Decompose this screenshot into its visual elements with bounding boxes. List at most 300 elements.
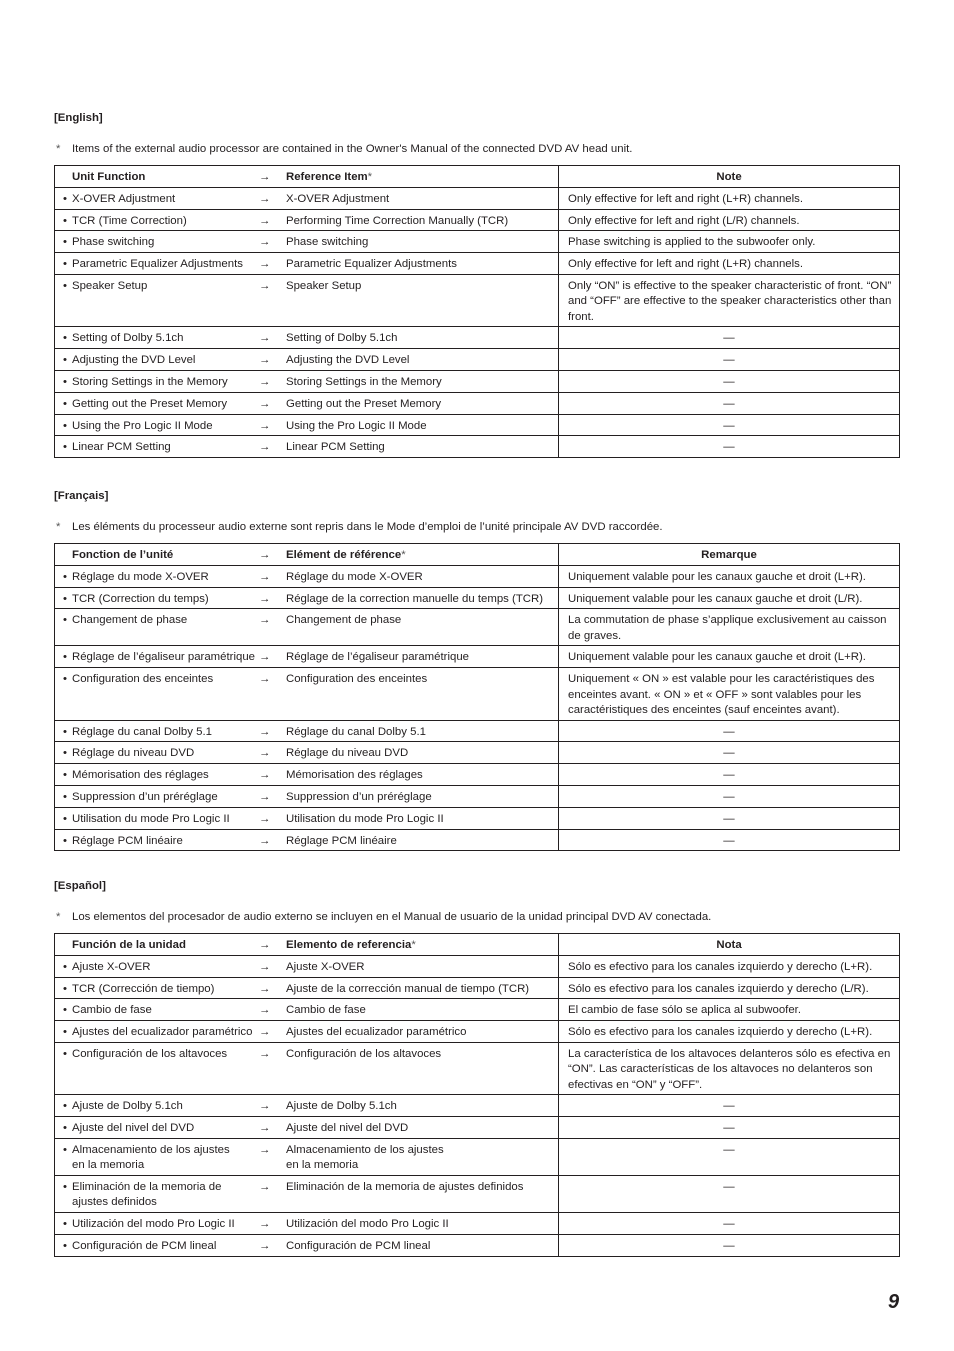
note-cell bbox=[559, 253, 899, 274]
table-row bbox=[55, 1094, 899, 1116]
section-heading: [Español] bbox=[54, 880, 106, 892]
arrow-cell bbox=[258, 231, 278, 252]
reference-item-cell bbox=[278, 1043, 559, 1094]
arrow-cell bbox=[258, 721, 278, 742]
unit-function-cell bbox=[55, 1139, 258, 1175]
reference-item-cell bbox=[278, 1139, 559, 1175]
reference-item-cell bbox=[278, 956, 559, 977]
reference-item-line: Speaker Setup bbox=[286, 279, 362, 292]
arrow-right-icon: → bbox=[259, 769, 271, 782]
unit-function-cell bbox=[55, 786, 258, 807]
unit-function-cell bbox=[55, 253, 258, 274]
intro-note bbox=[54, 520, 900, 534]
arrow-right-icon: → bbox=[259, 1004, 271, 1017]
unit-function-text bbox=[72, 960, 151, 975]
unit-function-line: Cambio de fase bbox=[72, 1004, 152, 1017]
reference-item-cell bbox=[278, 253, 559, 274]
reference-item-cell bbox=[278, 275, 559, 326]
arrow-right-icon: → bbox=[259, 549, 271, 561]
table-row bbox=[55, 1138, 899, 1175]
reference-asterisk-marker: * bbox=[367, 171, 373, 183]
note-cell bbox=[559, 1117, 899, 1138]
unit-function-line: Setting of Dolby 5.1ch bbox=[72, 332, 184, 345]
bullet-marker: • bbox=[63, 236, 67, 249]
bullet-marker: • bbox=[63, 812, 67, 825]
page-number: 9 bbox=[888, 1291, 900, 1313]
reference-item-line: Almacenamiento de los ajustes bbox=[286, 1143, 444, 1156]
reference-item-line: Cambio de fase bbox=[286, 1004, 366, 1017]
bullet-marker: • bbox=[63, 834, 67, 847]
table-header-row bbox=[55, 544, 899, 565]
reference-item-cell bbox=[278, 742, 559, 763]
reference-item-cell bbox=[278, 1235, 559, 1256]
unit-function-cell bbox=[55, 436, 258, 457]
arrow-cell bbox=[258, 646, 278, 667]
arrow-cell bbox=[258, 764, 278, 785]
arrow-cell bbox=[258, 210, 278, 231]
reference-item-line: Réglage de l’égaliseur paramétrique bbox=[286, 651, 469, 664]
note-line: Sólo es efectivo para los canales izquierdo y derecho (L+R). bbox=[568, 960, 873, 973]
section-heading: [English] bbox=[54, 112, 103, 124]
unit-function-line: Utilización del modo Pro Logic II bbox=[72, 1218, 235, 1231]
unit-function-line: TCR (Time Correction) bbox=[72, 214, 187, 227]
unit-function-text bbox=[72, 768, 209, 783]
arrow-right-icon: → bbox=[259, 375, 271, 388]
arrow-right-icon: → bbox=[259, 1143, 271, 1156]
bullet-marker: • bbox=[63, 747, 67, 760]
reference-item-cell bbox=[278, 393, 559, 414]
note-placeholder-dash: — bbox=[723, 1100, 735, 1113]
header-unit-function-label: Unit Function bbox=[72, 171, 146, 183]
table-row bbox=[55, 348, 899, 370]
unit-function-line: Réglage PCM linéaire bbox=[72, 834, 183, 847]
reference-item-line: Réglage du mode X-OVER bbox=[286, 570, 423, 583]
reference-item-line: Utilización del modo Pro Logic II bbox=[286, 1218, 449, 1231]
table-row bbox=[55, 645, 899, 667]
unit-function-text bbox=[72, 419, 213, 434]
unit-function-line: Storing Settings in the Memory bbox=[72, 375, 228, 388]
header-reference-item-label: Reference Item bbox=[286, 171, 368, 183]
table-row bbox=[55, 435, 899, 457]
unit-function-line: Réglage du canal Dolby 5.1 bbox=[72, 725, 212, 738]
reference-item-cell bbox=[278, 830, 559, 851]
arrow-right-icon: → bbox=[259, 592, 271, 605]
asterisk-marker: * bbox=[56, 911, 61, 923]
table-row bbox=[55, 370, 899, 392]
reference-item-line: en la memoria bbox=[286, 1159, 359, 1172]
unit-function-text bbox=[72, 725, 212, 740]
language-section bbox=[54, 489, 900, 851]
reference-item-line: Réglage de la correction manuelle du temps (TCR) bbox=[286, 592, 544, 605]
unit-function-line: Phase switching bbox=[72, 236, 155, 249]
reference-item-line: Eliminación de la memoria de ajustes definidos bbox=[286, 1181, 524, 1194]
unit-function-line: Mémorisation des réglages bbox=[72, 769, 209, 782]
unit-function-cell bbox=[55, 999, 258, 1020]
header-note-label: Note bbox=[716, 171, 742, 183]
reference-item-cell bbox=[278, 764, 559, 785]
reference-item-line: Réglage du canal Dolby 5.1 bbox=[286, 725, 426, 738]
table-row bbox=[55, 1116, 899, 1138]
table-row bbox=[55, 187, 899, 209]
header-note-label: Remarque bbox=[701, 549, 757, 561]
note-placeholder-dash: — bbox=[723, 441, 735, 454]
unit-function-cell bbox=[55, 742, 258, 763]
note-cell bbox=[559, 1095, 899, 1116]
reference-item-cell bbox=[278, 646, 559, 667]
arrow-cell bbox=[258, 978, 278, 999]
note-cell bbox=[559, 808, 899, 829]
arrow-right-icon: → bbox=[259, 1218, 271, 1231]
reference-item-line: Adjusting the DVD Level bbox=[286, 354, 410, 367]
bullet-marker: • bbox=[63, 1143, 67, 1156]
note-placeholder-dash: — bbox=[723, 1143, 735, 1156]
note-line: Uniquement valable pour les canaux gauche et droit (L+R). bbox=[568, 651, 866, 664]
unit-function-text bbox=[72, 812, 230, 827]
bullet-marker: • bbox=[63, 725, 67, 738]
table-row bbox=[55, 608, 899, 645]
note-line: and “OFF” are effective to the speaker characteristics other than bbox=[568, 295, 892, 308]
language-section bbox=[54, 879, 900, 1257]
bullet-marker: • bbox=[63, 769, 67, 782]
intro-note-text: Les éléments du processeur audio externe sont repris dans le Mode d’emploi de l’unité principale AV DVD raccordée. bbox=[72, 521, 663, 533]
note-cell bbox=[559, 721, 899, 742]
bullet-marker: • bbox=[63, 375, 67, 388]
note-placeholder-dash: — bbox=[723, 1239, 735, 1252]
unit-function-line: Ajustes del ecualizador paramétrico bbox=[72, 1026, 253, 1039]
reference-item-line: Ajuste de la corrección manual de tiempo (TCR) bbox=[286, 982, 530, 995]
note-cell bbox=[559, 436, 899, 457]
unit-function-line: Parametric Equalizer Adjustments bbox=[72, 258, 243, 271]
unit-function-line: X-OVER Adjustment bbox=[72, 192, 176, 205]
reference-item-cell bbox=[278, 415, 559, 436]
reference-item-line: Configuración de los altavoces bbox=[286, 1047, 442, 1060]
unit-function-line: Configuración de PCM lineal bbox=[72, 1239, 217, 1252]
unit-function-cell bbox=[55, 1043, 258, 1094]
note-placeholder-dash: — bbox=[723, 747, 735, 760]
unit-function-text bbox=[72, 982, 214, 997]
note-cell bbox=[559, 742, 899, 763]
arrow-right-icon: → bbox=[259, 614, 271, 627]
note-cell bbox=[559, 415, 899, 436]
table-row bbox=[55, 1020, 899, 1042]
unit-function-text bbox=[72, 613, 187, 644]
arrow-right-icon: → bbox=[259, 1239, 271, 1252]
unit-function-line: Suppression d’un préréglage bbox=[72, 791, 218, 804]
header-reference-item-cell bbox=[278, 166, 559, 187]
table-row bbox=[55, 829, 899, 851]
header-reference-item-label: Elément de référence bbox=[286, 549, 402, 561]
unit-function-line: Using the Pro Logic II Mode bbox=[72, 419, 213, 432]
note-cell bbox=[559, 1043, 899, 1094]
note-line: El cambio de fase sólo se aplica al subwoofer. bbox=[568, 1004, 802, 1017]
table-row bbox=[55, 807, 899, 829]
header-note-cell bbox=[559, 166, 899, 187]
note-cell bbox=[559, 231, 899, 252]
header-arrow-cell bbox=[258, 934, 278, 955]
arrow-cell bbox=[258, 253, 278, 274]
header-note-cell bbox=[559, 934, 899, 955]
reference-item-cell bbox=[278, 1176, 559, 1212]
note-line: La commutation de phase s’applique exclusivement au caisson bbox=[568, 614, 887, 627]
unit-function-cell bbox=[55, 668, 258, 719]
arrow-cell bbox=[258, 1043, 278, 1094]
arrow-right-icon: → bbox=[259, 1181, 271, 1194]
table-row bbox=[55, 1234, 899, 1256]
bullet-marker: • bbox=[63, 214, 67, 227]
note-cell bbox=[559, 1021, 899, 1042]
unit-function-cell bbox=[55, 830, 258, 851]
arrow-cell bbox=[258, 999, 278, 1020]
note-cell bbox=[559, 646, 899, 667]
unit-function-line: Ajuste de Dolby 5.1ch bbox=[72, 1100, 183, 1113]
arrow-cell bbox=[258, 415, 278, 436]
bullet-marker: • bbox=[63, 1218, 67, 1231]
table-row bbox=[55, 720, 899, 742]
table-row bbox=[55, 1175, 899, 1212]
table-row bbox=[55, 998, 899, 1020]
reference-item-line: X-OVER Adjustment bbox=[286, 192, 390, 205]
reference-item-line: Using the Pro Logic II Mode bbox=[286, 419, 427, 432]
arrow-right-icon: → bbox=[259, 812, 271, 825]
table-row bbox=[55, 955, 899, 977]
reference-item-cell bbox=[278, 436, 559, 457]
bullet-marker: • bbox=[63, 1047, 67, 1060]
arrow-right-icon: → bbox=[259, 397, 271, 410]
note-cell bbox=[559, 327, 899, 348]
unit-function-cell bbox=[55, 210, 258, 231]
note-line: Only “ON” is effective to the speaker characteristic of front. “ON” bbox=[568, 279, 892, 292]
unit-function-cell bbox=[55, 1117, 258, 1138]
table-row bbox=[55, 667, 899, 719]
intro-note bbox=[54, 910, 900, 924]
arrow-right-icon: → bbox=[259, 939, 271, 951]
note-cell bbox=[559, 786, 899, 807]
reference-item-line: Réglage PCM linéaire bbox=[286, 834, 397, 847]
reference-item-cell bbox=[278, 231, 559, 252]
table-header-row bbox=[55, 934, 899, 955]
note-line: Uniquement valable pour les canaux gauche et droit (L+R). bbox=[568, 570, 866, 583]
arrow-right-icon: → bbox=[259, 214, 271, 227]
bullet-marker: • bbox=[63, 1004, 67, 1017]
bullet-marker: • bbox=[63, 192, 67, 205]
table-row bbox=[55, 587, 899, 609]
unit-function-cell bbox=[55, 1235, 258, 1256]
unit-function-text bbox=[72, 1121, 194, 1136]
table-row bbox=[55, 414, 899, 436]
note-cell bbox=[559, 609, 899, 645]
header-reference-item-label: Elemento de referencia bbox=[286, 939, 412, 951]
arrow-cell bbox=[258, 393, 278, 414]
reference-item-cell bbox=[278, 1213, 559, 1234]
bullet-marker: • bbox=[63, 419, 67, 432]
note-cell bbox=[559, 371, 899, 392]
header-unit-function-cell bbox=[55, 544, 258, 565]
bullet-marker: • bbox=[63, 1181, 67, 1194]
arrow-cell bbox=[258, 1139, 278, 1175]
unit-function-line: Changement de phase bbox=[72, 614, 188, 627]
unit-function-text bbox=[72, 440, 171, 455]
table-row bbox=[55, 326, 899, 348]
arrow-right-icon: → bbox=[259, 332, 271, 345]
arrow-cell bbox=[258, 668, 278, 719]
reference-item-line: Ajuste de Dolby 5.1ch bbox=[286, 1100, 397, 1113]
reference-item-line: Linear PCM Setting bbox=[286, 441, 385, 454]
bullet-marker: • bbox=[63, 651, 67, 664]
unit-function-line: Configuration des enceintes bbox=[72, 673, 214, 686]
unit-function-line: Réglage de l’égaliseur paramétrique bbox=[72, 651, 255, 664]
note-cell bbox=[559, 393, 899, 414]
reference-item-cell bbox=[278, 188, 559, 209]
bullet-marker: • bbox=[63, 441, 67, 454]
arrow-cell bbox=[258, 786, 278, 807]
note-line: Sólo es efectivo para los canales izquierdo y derecho (L/R). bbox=[568, 982, 869, 995]
table-row bbox=[55, 763, 899, 785]
arrow-cell bbox=[258, 1117, 278, 1138]
reference-asterisk-marker: * bbox=[401, 549, 406, 561]
table-row bbox=[55, 209, 899, 231]
unit-function-text bbox=[72, 1180, 221, 1211]
note-cell bbox=[559, 956, 899, 977]
arrow-right-icon: → bbox=[259, 1047, 271, 1060]
bullet-marker: • bbox=[63, 354, 67, 367]
unit-function-text bbox=[72, 592, 209, 607]
table-row bbox=[55, 977, 899, 999]
unit-function-text bbox=[72, 279, 147, 325]
unit-function-cell bbox=[55, 393, 258, 414]
arrow-right-icon: → bbox=[259, 192, 271, 205]
arrow-cell bbox=[258, 956, 278, 977]
bullet-marker: • bbox=[63, 397, 67, 410]
note-placeholder-dash: — bbox=[723, 791, 735, 804]
bullet-marker: • bbox=[63, 258, 67, 271]
bullet-marker: • bbox=[63, 673, 67, 686]
bullet-marker: • bbox=[63, 1100, 67, 1113]
reference-item-line: Configuración de PCM lineal bbox=[286, 1239, 431, 1252]
note-line: Only effective for left and right (L/R) channels. bbox=[568, 214, 800, 227]
bullet-marker: • bbox=[63, 1239, 67, 1252]
header-unit-function-label: Fonction de l’unité bbox=[72, 549, 174, 561]
note-line: Uniquement « ON » est valable pour les caractéristiques des bbox=[568, 673, 875, 686]
unit-function-text bbox=[72, 331, 183, 346]
function-table bbox=[54, 933, 900, 1257]
bullet-marker: • bbox=[63, 570, 67, 583]
reference-item-line: Suppression d’un préréglage bbox=[286, 791, 432, 804]
language-section bbox=[54, 111, 900, 458]
note-line: enceintes avant. « ON » et « OFF » sont valables pour les bbox=[568, 688, 862, 701]
note-cell bbox=[559, 349, 899, 370]
arrow-right-icon: → bbox=[259, 651, 271, 664]
note-line: Only effective for left and right (L+R) channels. bbox=[568, 258, 803, 271]
header-arrow-cell bbox=[258, 544, 278, 565]
table-row bbox=[55, 565, 899, 587]
reference-item-cell bbox=[278, 978, 559, 999]
table-row bbox=[55, 230, 899, 252]
asterisk-marker: * bbox=[56, 521, 61, 533]
note-line: La característica de los altavoces delanteros sólo es efectiva en bbox=[568, 1047, 891, 1060]
bullet-marker: • bbox=[63, 332, 67, 345]
intro-note-text: Los elementos del procesador de audio externo se incluyen en el Manual de usuario de la unidad principal DVD AV conectada. bbox=[72, 911, 712, 923]
reference-item-line: Ajuste del nivel del DVD bbox=[286, 1122, 409, 1135]
unit-function-text bbox=[72, 1047, 227, 1093]
unit-function-cell bbox=[55, 231, 258, 252]
header-note-cell bbox=[559, 544, 899, 565]
reference-item-cell bbox=[278, 999, 559, 1020]
note-cell bbox=[559, 1139, 899, 1175]
arrow-cell bbox=[258, 1213, 278, 1234]
arrow-cell bbox=[258, 1021, 278, 1042]
bullet-marker: • bbox=[63, 614, 67, 627]
reference-item-cell bbox=[278, 786, 559, 807]
function-table bbox=[54, 543, 900, 851]
reference-item-line: Parametric Equalizer Adjustments bbox=[286, 258, 457, 271]
table-header-row bbox=[55, 166, 899, 187]
unit-function-text bbox=[72, 790, 218, 805]
note-cell bbox=[559, 764, 899, 785]
unit-function-cell bbox=[55, 956, 258, 977]
table-row bbox=[55, 785, 899, 807]
arrow-cell bbox=[258, 349, 278, 370]
reference-item-line: Configuration des enceintes bbox=[286, 673, 428, 686]
arrow-cell bbox=[258, 609, 278, 645]
note-line: Phase switching is applied to the subwoofer only. bbox=[568, 236, 816, 249]
table-row bbox=[55, 392, 899, 414]
unit-function-line: Eliminación de la memoria de bbox=[72, 1181, 222, 1194]
reference-item-line: Changement de phase bbox=[286, 614, 402, 627]
unit-function-cell bbox=[55, 588, 258, 609]
unit-function-cell bbox=[55, 808, 258, 829]
note-placeholder-dash: — bbox=[723, 332, 735, 345]
reference-item-line: Réglage du niveau DVD bbox=[286, 747, 409, 760]
unit-function-cell bbox=[55, 1176, 258, 1212]
unit-function-cell bbox=[55, 1213, 258, 1234]
table-row bbox=[55, 1212, 899, 1234]
reference-item-cell bbox=[278, 1095, 559, 1116]
reference-item-line: Mémorisation des réglages bbox=[286, 769, 423, 782]
reference-item-cell bbox=[278, 668, 559, 719]
unit-function-cell bbox=[55, 646, 258, 667]
unit-function-cell bbox=[55, 721, 258, 742]
header-note-label: Nota bbox=[716, 939, 742, 951]
note-cell bbox=[559, 210, 899, 231]
note-cell bbox=[559, 188, 899, 209]
unit-function-line: Ajuste X-OVER bbox=[72, 960, 151, 973]
unit-function-line: ajustes definidos bbox=[72, 1196, 157, 1209]
note-placeholder-dash: — bbox=[723, 1218, 735, 1231]
unit-function-cell bbox=[55, 566, 258, 587]
arrow-cell bbox=[258, 436, 278, 457]
note-placeholder-dash: — bbox=[723, 375, 735, 388]
note-cell bbox=[559, 275, 899, 326]
unit-function-line: en la memoria bbox=[72, 1159, 145, 1172]
bullet-marker: • bbox=[63, 592, 67, 605]
reference-item-cell bbox=[278, 210, 559, 231]
arrow-right-icon: → bbox=[259, 1100, 271, 1113]
arrow-cell bbox=[258, 1176, 278, 1212]
note-cell bbox=[559, 566, 899, 587]
unit-function-text bbox=[72, 192, 175, 207]
reference-item-cell bbox=[278, 609, 559, 645]
unit-function-text bbox=[72, 650, 255, 665]
unit-function-cell bbox=[55, 1095, 258, 1116]
unit-function-cell bbox=[55, 275, 258, 326]
arrow-right-icon: → bbox=[259, 791, 271, 804]
unit-function-cell bbox=[55, 764, 258, 785]
reference-item-line: Performing Time Correction Manually (TCR) bbox=[286, 214, 509, 227]
unit-function-text bbox=[72, 257, 243, 272]
unit-function-line: Speaker Setup bbox=[72, 279, 148, 292]
note-placeholder-dash: — bbox=[723, 834, 735, 847]
unit-function-cell bbox=[55, 609, 258, 645]
